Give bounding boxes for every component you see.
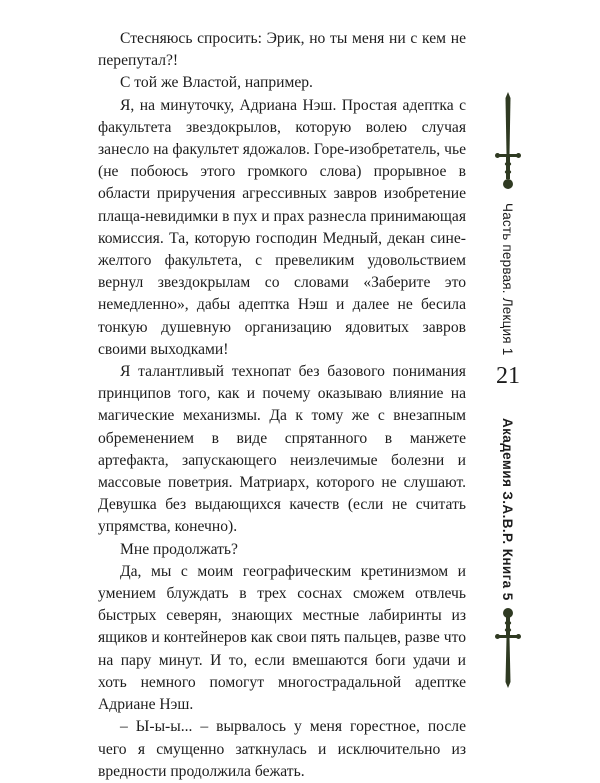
paragraph: Я талантливый технопат без базового понимания принципов того, как и почему оказываю влияние на магические механизмы. Да к тому же с внезапным обременением в виде спрятанного в манжете артефакта, запускающего неизлечимые болезни и массовые поветрия. Матриарх, которого не слушают. Девушка без выдающихся качеств (если не считать упрямства, конечно). bbox=[98, 363, 466, 536]
section-title: Часть первая. Лекция 1 bbox=[500, 203, 515, 356]
page-number: 21 bbox=[496, 363, 520, 389]
page-sidebar bbox=[478, 0, 538, 750]
paragraph: Да, мы с моим географическим кретинизмом и умением блуждать в трех соснах сможем отвлечь быстрых северян, знающих местные лабиринты из ящиков и контейнеров как свои пять пальцев, разве что на пару минут. И то, если вмешаются боги удачи и хоть немного помогут многострадальной адептке Адриане Нэш. bbox=[98, 562, 466, 714]
paragraph: Я, на минуточку, Адриана Нэш. Простая адептка с факультета звездокрылов, которую волею случая занесло на факультет ядожалов. Горе-изобретатель, чье (не побоюсь этого громкого слова) прорывное в области приручения агрессивных завров изобретение плаща-невидимки в пух и прах разнесла принимающая комиссия. Та, которую господин Медный, декан сине-желтого факультета, с превеликим удовольствием вернул звездокрылам со словами «Заберите это немедленно», дабы адептка Нэш и далее не бесила тонкую душевную организацию ядовитых завров своими выходками! bbox=[98, 96, 466, 358]
paragraph: Стесняюсь спросить: Эрик, но ты меня ни с кем не перепутал?! bbox=[98, 30, 466, 70]
paragraph: С той же Властой, например. bbox=[120, 74, 313, 92]
paragraph: Мне продолжать? bbox=[120, 540, 238, 558]
dagger-bottom-icon bbox=[494, 608, 522, 688]
dagger-top-icon bbox=[494, 92, 522, 192]
paragraph: – Ы-ы-ы... – вырвалось у меня горестное, после чего я смущенно заткнулась и исключительно из вредности продолжила бежать. bbox=[98, 718, 466, 780]
text-block bbox=[98, 28, 466, 783]
book-title: Академия З.А.В.Р. Книга 5 bbox=[500, 418, 515, 601]
